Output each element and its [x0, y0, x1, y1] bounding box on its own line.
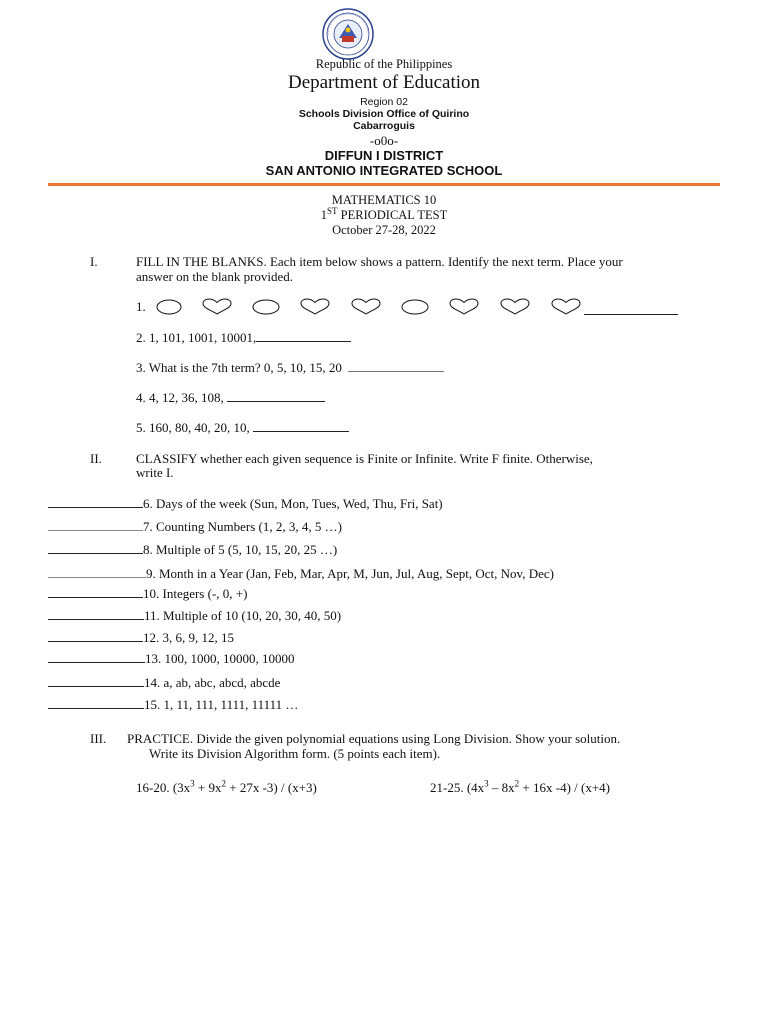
heart-shape-icon: [448, 298, 480, 316]
classify-answer-blank[interactable]: [48, 686, 144, 687]
heart-shape-icon: [299, 298, 331, 316]
heart-shape-icon: [499, 298, 531, 316]
deped-seal-icon: [322, 8, 374, 60]
problem-1-part: 16-20. (3x: [136, 780, 191, 795]
item-5-text: 5. 160, 80, 40, 20, 10,: [136, 420, 250, 435]
separator-text: -o0o-: [369, 133, 399, 148]
classify-item-text: 12. 3, 6, 9, 12, 15: [143, 630, 234, 645]
part2-numeral: II.: [90, 451, 102, 466]
oval-shape-icon: [156, 299, 182, 315]
item-4-text: 4. 4, 12, 36, 108,: [136, 390, 224, 405]
problem-1-exponent: 2: [221, 778, 227, 789]
test-name: PERIODICAL TEST: [340, 208, 448, 222]
classify-item-text: 8. Multiple of 5 (5, 10, 15, 20, 25 …): [143, 542, 338, 557]
district-text: DIFFUN I DISTRICT: [324, 148, 444, 163]
school-text: SAN ANTONIO INTEGRATED SCHOOL: [265, 163, 503, 178]
division-text: Schools Division Office of Quirino: [298, 108, 470, 120]
problem-2-exponent: 2: [514, 778, 520, 789]
classify-item-text: 6. Days of the week (Sun, Mon, Tues, Wed, Thu, Fri, Sat): [143, 496, 443, 511]
item-2-text: 2. 1, 101, 1001, 10001,: [136, 330, 257, 345]
oval-shape-icon: [252, 299, 280, 315]
item-1: [136, 298, 678, 316]
item-4-answer-blank[interactable]: [227, 401, 325, 402]
part3-numeral: III.: [90, 731, 107, 746]
classify-answer-blank[interactable]: [48, 619, 144, 620]
item-3-answer-blank[interactable]: [348, 371, 444, 372]
test-number: 1: [320, 208, 327, 222]
classify-item: [48, 566, 554, 582]
oval-shape-icon: [401, 299, 429, 315]
subject-text: MATHEMATICS 10: [331, 193, 437, 207]
part3-instruction-line2: Write its Division Algorithm form. (5 points each item).: [149, 746, 441, 761]
test-number-suffix: ST: [327, 205, 338, 216]
department-title: Department of Education: [287, 72, 481, 93]
classify-item-text: 7. Counting Numbers (1, 2, 3, 4, 5 …): [143, 519, 342, 534]
classify-item: [48, 586, 247, 602]
classify-item: [48, 519, 342, 535]
classify-answer-blank[interactable]: [48, 641, 143, 642]
classify-item: [48, 697, 298, 713]
part1-instruction-line1: FILL IN THE BLANKS. Each item below shows a pattern. Identify the next term. Place your: [136, 254, 623, 269]
classify-item: [48, 608, 341, 624]
classify-item: [48, 542, 337, 558]
municipality-text: Cabarroguis: [353, 120, 415, 132]
item-1-answer-blank[interactable]: [584, 300, 678, 315]
item-5: [136, 420, 349, 436]
classify-item-text: 9. Month in a Year (Jan, Feb, Mar, Apr, M, Jun, Jul, Aug, Sept, Oct, Nov, Dec): [146, 566, 554, 581]
classify-answer-blank[interactable]: [48, 708, 144, 709]
republic-text: Republic of the Philippines: [315, 57, 453, 71]
classify-item-text: 15. 1, 11, 111, 1111, 11111 …: [144, 697, 299, 712]
item-1-number: 1.: [136, 299, 146, 314]
classify-answer-blank[interactable]: [48, 597, 143, 598]
problem-2-part: 21-25. (4x: [430, 780, 485, 795]
classify-item: [48, 651, 295, 667]
item-3: [136, 360, 444, 376]
problem-2-part: – 8x: [488, 780, 515, 795]
classify-answer-blank[interactable]: [48, 577, 146, 578]
classify-item-text: 10. Integers (-, 0, +): [143, 586, 248, 601]
region-text: Region 02: [360, 96, 408, 108]
problem-1-part: + 27x -3) / (x+3): [226, 780, 317, 795]
test-title: [0, 205, 768, 223]
item-2: [136, 330, 351, 346]
heart-shape-icon: [201, 298, 233, 316]
classify-item: [48, 496, 443, 512]
part3-instruction-line1: PRACTICE. Divide the given polynomial equations using Long Division. Show your solution.: [127, 731, 621, 746]
item-5-answer-blank[interactable]: [253, 431, 349, 432]
problem-2-exponent: 3: [484, 778, 489, 789]
classify-item: [48, 630, 234, 646]
test-date: October 27-28, 2022: [332, 223, 436, 237]
heart-shape-icon: [550, 298, 582, 316]
item-3-text: 3. What is the 7th term? 0, 5, 10, 15, 20: [136, 360, 342, 375]
problem-1-part: + 9x: [194, 780, 222, 795]
problem-2-part: + 16x -4) / (x+4): [519, 780, 611, 795]
classify-item-text: 11. Multiple of 10 (10, 20, 30, 40, 50): [144, 608, 342, 623]
part2-instruction-line2: write I.: [136, 465, 174, 480]
classify-answer-blank[interactable]: [48, 507, 143, 508]
item-2-answer-blank[interactable]: [256, 341, 351, 342]
part1-numeral: I.: [90, 254, 98, 269]
problem-16-20: [136, 780, 317, 796]
part1-instruction-line2: answer on the blank provided.: [136, 269, 294, 284]
problem-21-25: [430, 780, 610, 796]
classify-answer-blank[interactable]: [48, 553, 143, 554]
classify-item-text: 14. a, ab, abc, abcd, abcde: [144, 675, 281, 690]
classify-answer-blank[interactable]: [48, 662, 145, 663]
classify-item: [48, 675, 280, 691]
item-4: [136, 390, 325, 406]
problem-1-exponent: 3: [190, 778, 195, 789]
classify-answer-blank[interactable]: [48, 530, 143, 531]
part2-instruction-line1: CLASSIFY whether each given sequence is Finite or Infinite. Write F finite. Otherwise,: [136, 451, 593, 466]
classify-item-text: 13. 100, 1000, 10000, 10000: [145, 651, 295, 666]
header-divider: [48, 183, 720, 186]
heart-shape-icon: [350, 298, 382, 316]
